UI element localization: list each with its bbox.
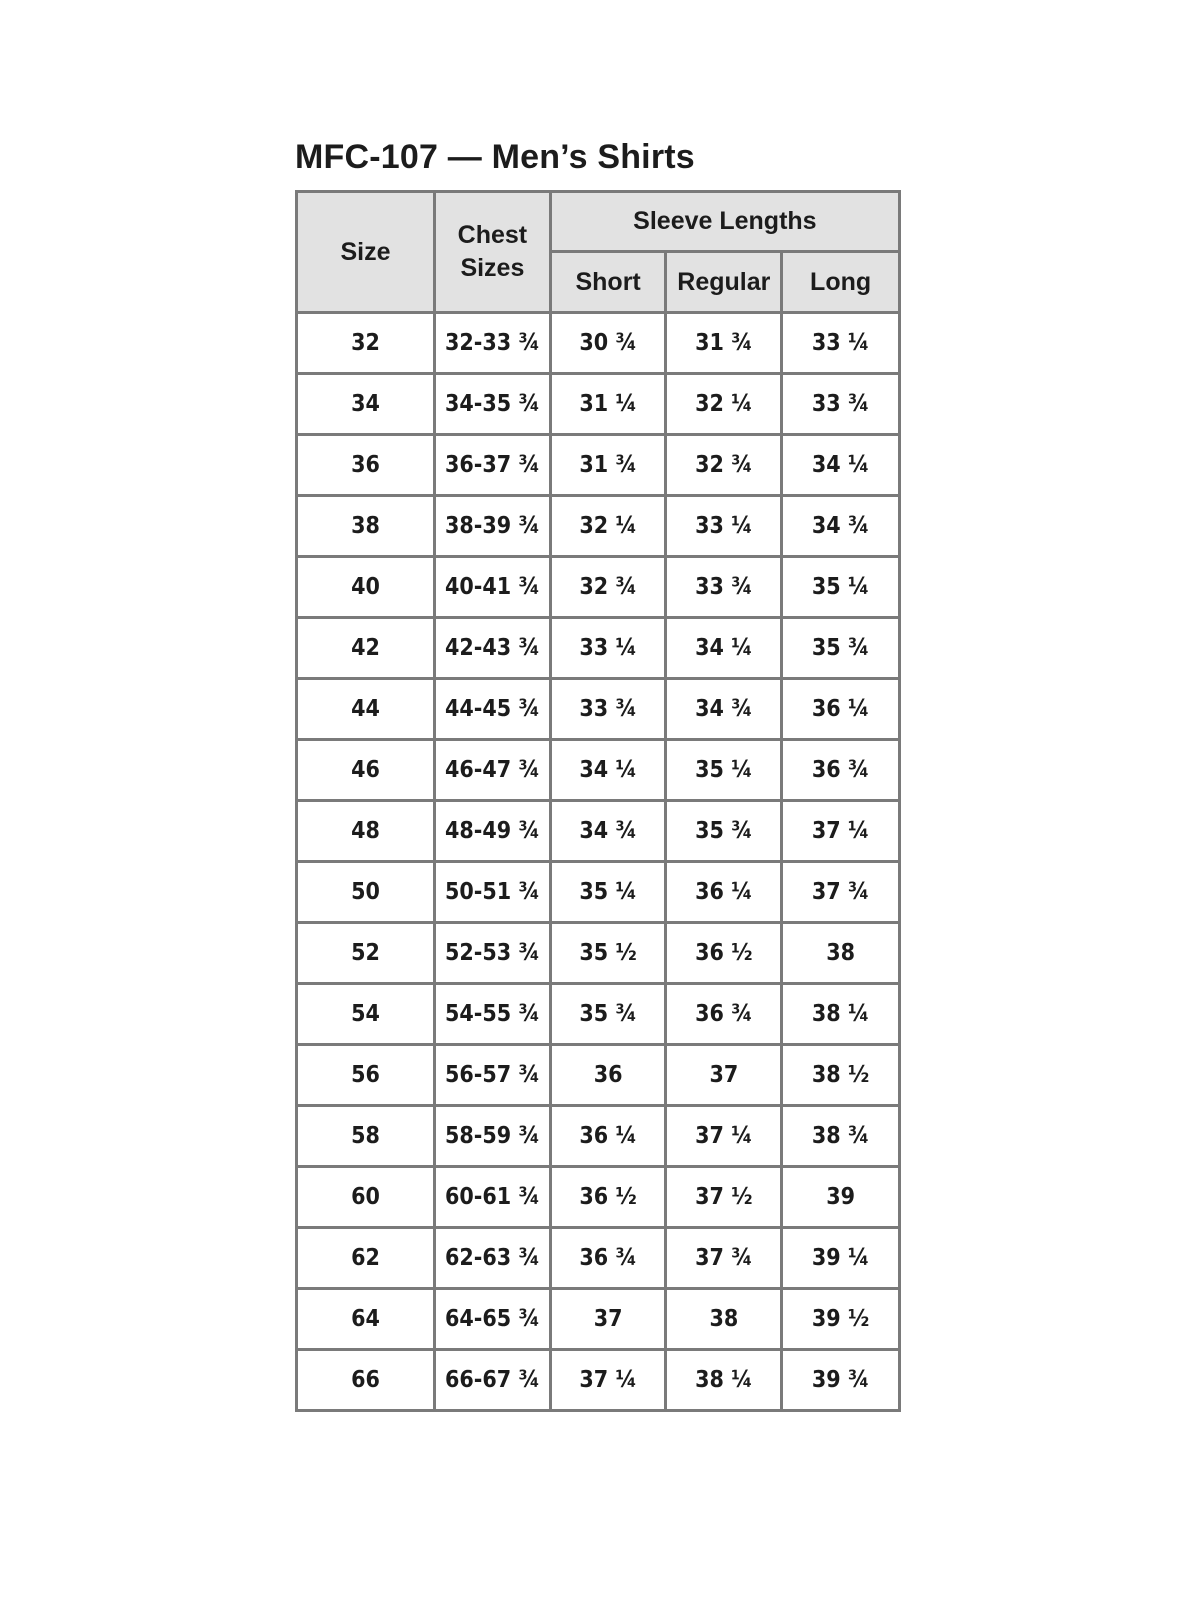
cell-chest-size: 48-49 ¾ (435, 801, 551, 862)
cell-sleeve-regular: 33 ¼ (666, 496, 782, 557)
cell-size: 44 (297, 679, 435, 740)
cell-chest-size: 62-63 ¾ (435, 1228, 551, 1289)
table-row (297, 1228, 900, 1289)
cell-chest-size: 58-59 ¾ (435, 1106, 551, 1167)
table-row (297, 1167, 900, 1228)
cell-sleeve-short: 32 ¾ (550, 557, 666, 618)
cell-sleeve-short: 37 (550, 1289, 666, 1350)
cell-chest-size: 66-67 ¾ (435, 1350, 551, 1411)
cell-sleeve-short: 36 (550, 1045, 666, 1106)
header-long: Long (782, 252, 900, 313)
cell-sleeve-long: 36 ¼ (782, 679, 900, 740)
cell-size: 56 (297, 1045, 435, 1106)
cell-sleeve-regular: 37 ½ (666, 1167, 782, 1228)
cell-sleeve-regular: 34 ¼ (666, 618, 782, 679)
cell-sleeve-regular: 38 ¼ (666, 1350, 782, 1411)
cell-size: 64 (297, 1289, 435, 1350)
cell-chest-size: 38-39 ¾ (435, 496, 551, 557)
header-sleeve-lengths: Sleeve Lengths (550, 192, 899, 252)
cell-sleeve-regular: 35 ¾ (666, 801, 782, 862)
cell-sleeve-short: 35 ¼ (550, 862, 666, 923)
cell-sleeve-long: 35 ¾ (782, 618, 900, 679)
cell-size: 50 (297, 862, 435, 923)
table-row (297, 801, 900, 862)
cell-sleeve-regular: 38 (666, 1289, 782, 1350)
cell-sleeve-regular: 32 ¼ (666, 374, 782, 435)
cell-chest-size: 64-65 ¾ (435, 1289, 551, 1350)
table-row (297, 557, 900, 618)
table-row (297, 618, 900, 679)
cell-size: 40 (297, 557, 435, 618)
cell-sleeve-regular: 32 ¾ (666, 435, 782, 496)
cell-chest-size: 42-43 ¾ (435, 618, 551, 679)
cell-sleeve-long: 38 ¼ (782, 984, 900, 1045)
cell-size: 46 (297, 740, 435, 801)
cell-sleeve-regular: 36 ¼ (666, 862, 782, 923)
table-row (297, 923, 900, 984)
header-short: Short (550, 252, 666, 313)
cell-chest-size: 50-51 ¾ (435, 862, 551, 923)
header-regular: Regular (666, 252, 782, 313)
cell-sleeve-short: 31 ¾ (550, 435, 666, 496)
cell-sleeve-short: 36 ½ (550, 1167, 666, 1228)
cell-sleeve-regular: 36 ¾ (666, 984, 782, 1045)
table-row (297, 1350, 900, 1411)
cell-sleeve-short: 33 ¼ (550, 618, 666, 679)
cell-size: 42 (297, 618, 435, 679)
cell-size: 32 (297, 313, 435, 374)
cell-sleeve-long: 39 ½ (782, 1289, 900, 1350)
cell-sleeve-long: 36 ¾ (782, 740, 900, 801)
cell-sleeve-short: 33 ¾ (550, 679, 666, 740)
cell-sleeve-regular: 34 ¾ (666, 679, 782, 740)
cell-size: 58 (297, 1106, 435, 1167)
cell-chest-size: 54-55 ¾ (435, 984, 551, 1045)
cell-sleeve-short: 35 ¾ (550, 984, 666, 1045)
cell-sleeve-regular: 37 ¾ (666, 1228, 782, 1289)
cell-size: 38 (297, 496, 435, 557)
cell-sleeve-long: 37 ¼ (782, 801, 900, 862)
cell-sleeve-short: 34 ¼ (550, 740, 666, 801)
cell-sleeve-long: 33 ¾ (782, 374, 900, 435)
cell-sleeve-regular: 36 ½ (666, 923, 782, 984)
cell-sleeve-regular: 35 ¼ (666, 740, 782, 801)
cell-sleeve-long: 34 ¼ (782, 435, 900, 496)
cell-sleeve-short: 31 ¼ (550, 374, 666, 435)
size-chart-header (297, 192, 900, 313)
cell-chest-size: 44-45 ¾ (435, 679, 551, 740)
cell-sleeve-short: 36 ¼ (550, 1106, 666, 1167)
cell-sleeve-long: 38 ½ (782, 1045, 900, 1106)
cell-chest-size: 32-33 ¾ (435, 313, 551, 374)
cell-size: 34 (297, 374, 435, 435)
table-row (297, 374, 900, 435)
cell-size: 52 (297, 923, 435, 984)
cell-size: 48 (297, 801, 435, 862)
cell-sleeve-regular: 31 ¾ (666, 313, 782, 374)
cell-sleeve-long: 35 ¼ (782, 557, 900, 618)
table-row (297, 496, 900, 557)
cell-sleeve-long: 34 ¾ (782, 496, 900, 557)
cell-sleeve-regular: 37 (666, 1045, 782, 1106)
table-row (297, 1045, 900, 1106)
cell-sleeve-long: 37 ¾ (782, 862, 900, 923)
table-row (297, 740, 900, 801)
cell-size: 54 (297, 984, 435, 1045)
page-title: MFC-107 — Men’s Shirts (295, 138, 695, 176)
table-row (297, 862, 900, 923)
cell-chest-size: 56-57 ¾ (435, 1045, 551, 1106)
size-chart-table (295, 190, 901, 1412)
cell-sleeve-long: 39 (782, 1167, 900, 1228)
cell-sleeve-short: 32 ¼ (550, 496, 666, 557)
cell-sleeve-short: 36 ¾ (550, 1228, 666, 1289)
cell-chest-size: 60-61 ¾ (435, 1167, 551, 1228)
header-size: Size (297, 192, 435, 313)
cell-sleeve-long: 33 ¼ (782, 313, 900, 374)
table-row (297, 313, 900, 374)
cell-chest-size: 46-47 ¾ (435, 740, 551, 801)
cell-sleeve-long: 38 (782, 923, 900, 984)
cell-chest-size: 36-37 ¾ (435, 435, 551, 496)
cell-sleeve-short: 34 ¾ (550, 801, 666, 862)
header-chest-sizes: Chest Sizes (435, 192, 551, 313)
cell-chest-size: 40-41 ¾ (435, 557, 551, 618)
table-row (297, 435, 900, 496)
table-row (297, 679, 900, 740)
table-row (297, 984, 900, 1045)
cell-chest-size: 52-53 ¾ (435, 923, 551, 984)
cell-size: 62 (297, 1228, 435, 1289)
cell-sleeve-long: 39 ¼ (782, 1228, 900, 1289)
table-row (297, 1289, 900, 1350)
cell-chest-size: 34-35 ¾ (435, 374, 551, 435)
cell-size: 36 (297, 435, 435, 496)
cell-sleeve-long: 39 ¾ (782, 1350, 900, 1411)
table-row (297, 1106, 900, 1167)
cell-sleeve-long: 38 ¾ (782, 1106, 900, 1167)
cell-sleeve-short: 30 ¾ (550, 313, 666, 374)
size-chart-body (297, 313, 900, 1411)
cell-sleeve-short: 35 ½ (550, 923, 666, 984)
cell-sleeve-regular: 33 ¾ (666, 557, 782, 618)
cell-sleeve-regular: 37 ¼ (666, 1106, 782, 1167)
cell-size: 66 (297, 1350, 435, 1411)
cell-sleeve-short: 37 ¼ (550, 1350, 666, 1411)
cell-size: 60 (297, 1167, 435, 1228)
